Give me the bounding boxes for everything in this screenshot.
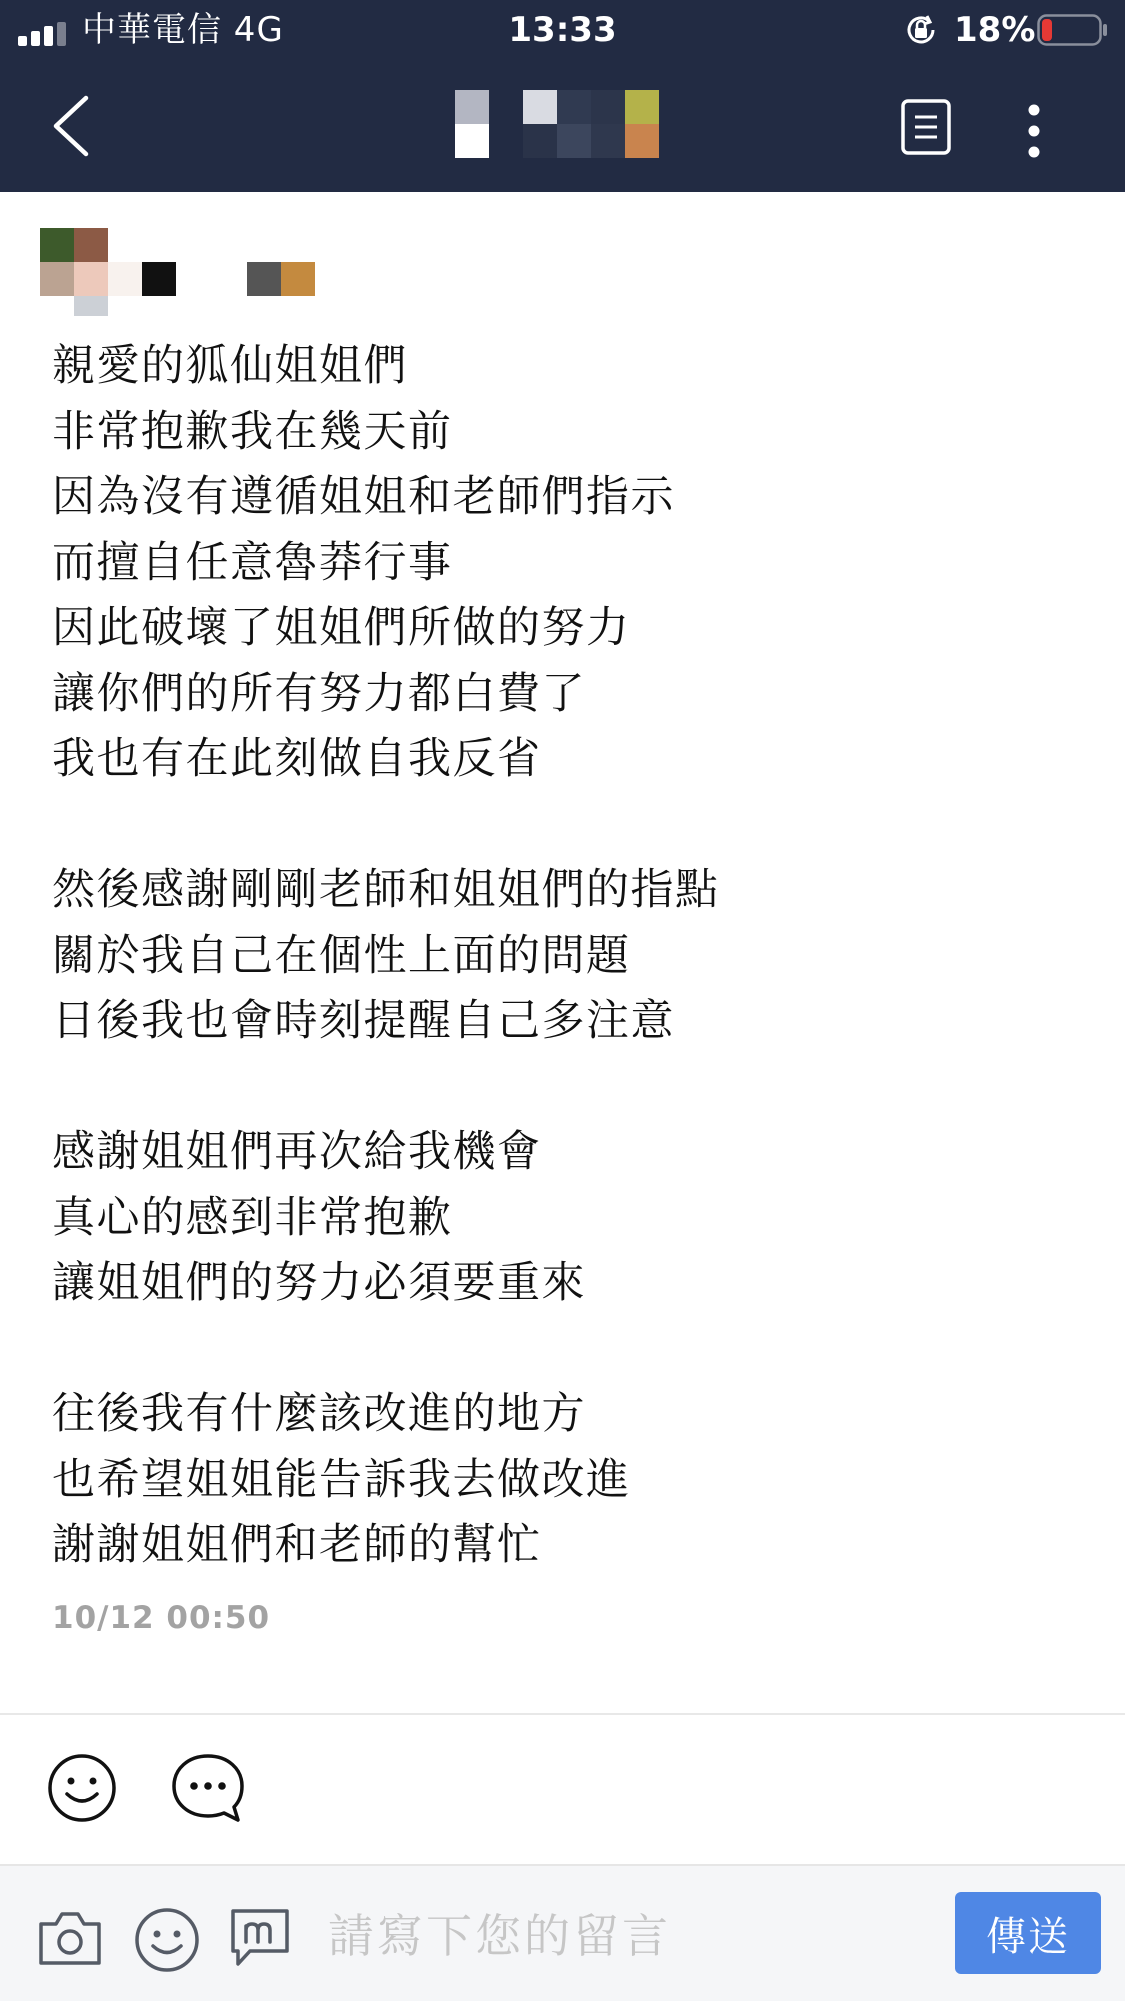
battery-icon (1037, 14, 1109, 46)
comment-composer (0, 1864, 1125, 2001)
post-text-line: 感謝姐姐們再次給我機會 (52, 1127, 542, 1177)
paragraph-gap (52, 1317, 1082, 1383)
post-text-line: 讓姐姐們的努力必須要重來 (52, 1258, 586, 1308)
group-title-redacted (455, 90, 665, 160)
post-text-line: 讓你們的所有努力都白費了 (52, 668, 586, 719)
post-text-line: 往後我有什麼該改進的地方 (52, 1389, 586, 1439)
notes-button[interactable] (898, 96, 954, 158)
paragraph-gap (52, 793, 1082, 859)
battery-percent: 18% (954, 10, 1036, 50)
app-header (0, 0, 1125, 192)
post-text-line: 然後感謝剛剛老師和姐姐們的指點 (52, 865, 720, 915)
post-text-line: 因為沒有遵循姐姐和老師們指示 (52, 472, 675, 522)
mention-icon[interactable] (228, 1906, 292, 1970)
status-bar (0, 0, 1125, 60)
paragraph-gap (52, 1055, 1082, 1121)
post-text-line: 日後我也會時刻提醒自己多注意 (52, 996, 675, 1046)
post-text-line: 真心的感到非常抱歉 (52, 1192, 453, 1243)
post-content (52, 334, 1082, 1579)
carrier-label: 中華電信 4G (82, 10, 284, 50)
post-text-line: 謝謝姐姐們和老師的幫忙 (52, 1520, 542, 1570)
post-text-line: 因此破壞了姐姐們所做的努力 (52, 603, 631, 653)
camera-icon[interactable] (36, 1908, 104, 1968)
more-options-button[interactable] (1016, 100, 1052, 162)
smiley-icon[interactable] (46, 1752, 118, 1824)
sticker-icon[interactable] (133, 1906, 201, 1974)
divider (0, 1713, 1125, 1715)
comment-input[interactable] (318, 1898, 928, 1974)
back-button[interactable] (46, 94, 96, 158)
post-text-line: 非常抱歉我在幾天前 (52, 406, 453, 457)
send-button[interactable]: 傳送 (955, 1892, 1101, 1974)
post-timestamp: 10/12 00:50 (52, 1600, 271, 1636)
post-text-line: 我也有在此刻做自我反省 (52, 734, 542, 784)
author-avatar-redacted (40, 228, 320, 318)
post-text-line: 關於我自己在個性上面的問題 (52, 930, 631, 981)
post-text-line: 而擅自任意魯莽行事 (52, 537, 453, 588)
orientation-lock-icon (903, 12, 939, 48)
post-text-line: 也希望姐姐能告訴我去做改進 (52, 1454, 631, 1505)
post-text-line: 親愛的狐仙姐姐們 (52, 341, 408, 391)
comment-bubble-icon[interactable] (170, 1752, 246, 1824)
status-time: 13:33 (508, 10, 617, 50)
